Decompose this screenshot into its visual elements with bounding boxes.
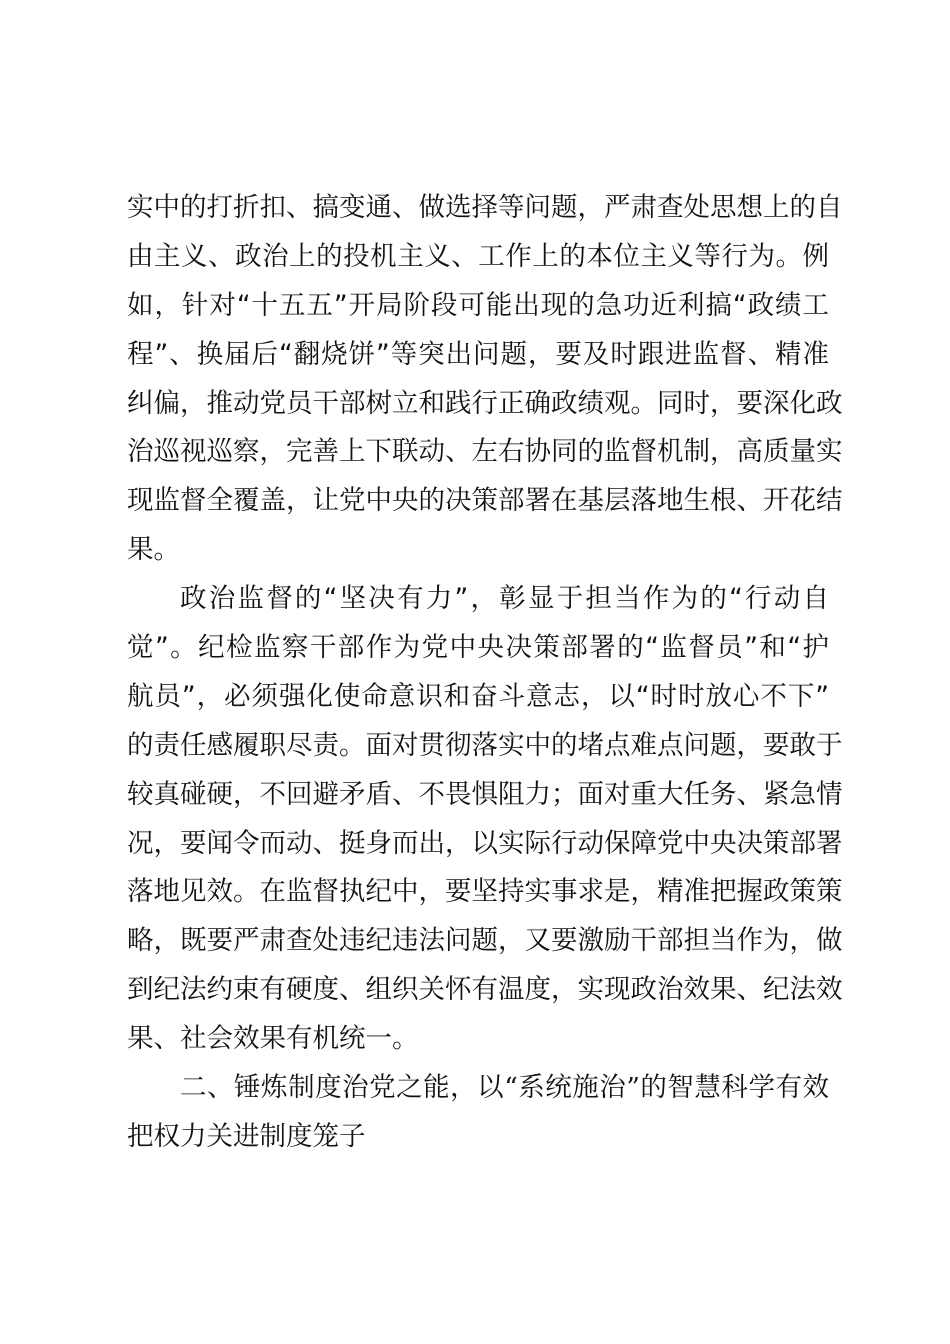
document-body bbox=[127, 184, 843, 1162]
text-line: 况，要闻令而动、挺身而出，以实际行动保障党中央决策部署 bbox=[127, 827, 843, 859]
text-line: 纠偏，推动党员干部树立和践行正确政绩观。同时，要深化政 bbox=[127, 387, 843, 419]
text-line: 现监督全覆盖，让党中央的决策部署在基层落地生根、开花结 bbox=[127, 485, 843, 517]
text-line: 如，针对“十五五”开局阶段可能出现的急功近利搞“政绩工 bbox=[127, 289, 829, 321]
text-line: 的责任感履职尽责。面对贯彻落实中的堵点难点问题，要敢于 bbox=[127, 729, 843, 761]
text-line: 程”、换届后“翻烧饼”等突出问题，要及时跟进监督、精准 bbox=[127, 338, 829, 370]
text-line: 落地见效。在监督执纪中，要坚持实事求是，精准把握政策策 bbox=[127, 876, 843, 908]
section-heading-two bbox=[127, 1064, 829, 1162]
text-line: 果。 bbox=[127, 534, 180, 566]
text-line: 果、社会效果有机统一。 bbox=[127, 1023, 419, 1055]
heading-line: 二、锤炼制度治党之能，以“系统施治”的智慧科学有效 bbox=[180, 1072, 829, 1104]
text-line: 治巡视巡察，完善上下联动、左右协同的监督机制，高质量实 bbox=[127, 436, 843, 468]
text-line: 到纪法约束有硬度、组织关怀有温度，实现政治效果、纪法效 bbox=[127, 974, 843, 1006]
text-line: 较真碰硬，不回避矛盾、不畏惧阻力；面对重大任务、紧急情 bbox=[127, 778, 843, 810]
heading-line: 把权力关进制度笼子 bbox=[127, 1120, 366, 1152]
text-line: 略，既要严肃查处违纪违法问题，又要激励干部担当作为，做 bbox=[127, 925, 843, 957]
text-line: 觉”。纪检监察干部作为党中央决策部署的“监督员”和“护 bbox=[127, 632, 829, 664]
text-line: 航员”，必须强化使命意识和奋斗意志，以“时时放心不下” bbox=[127, 680, 829, 712]
paragraph-action-consciousness bbox=[127, 575, 843, 1064]
text-line: 政治监督的“坚决有力”，彰显于担当作为的“行动自 bbox=[180, 583, 829, 615]
paragraph-political-supervision-continued bbox=[127, 184, 843, 575]
text-line: 由主义、政治上的投机主义、工作上的本位主义等行为。例 bbox=[127, 240, 829, 272]
text-line: 实中的打折扣、搞变通、做选择等问题，严肃查处思想上的自 bbox=[127, 192, 843, 223]
